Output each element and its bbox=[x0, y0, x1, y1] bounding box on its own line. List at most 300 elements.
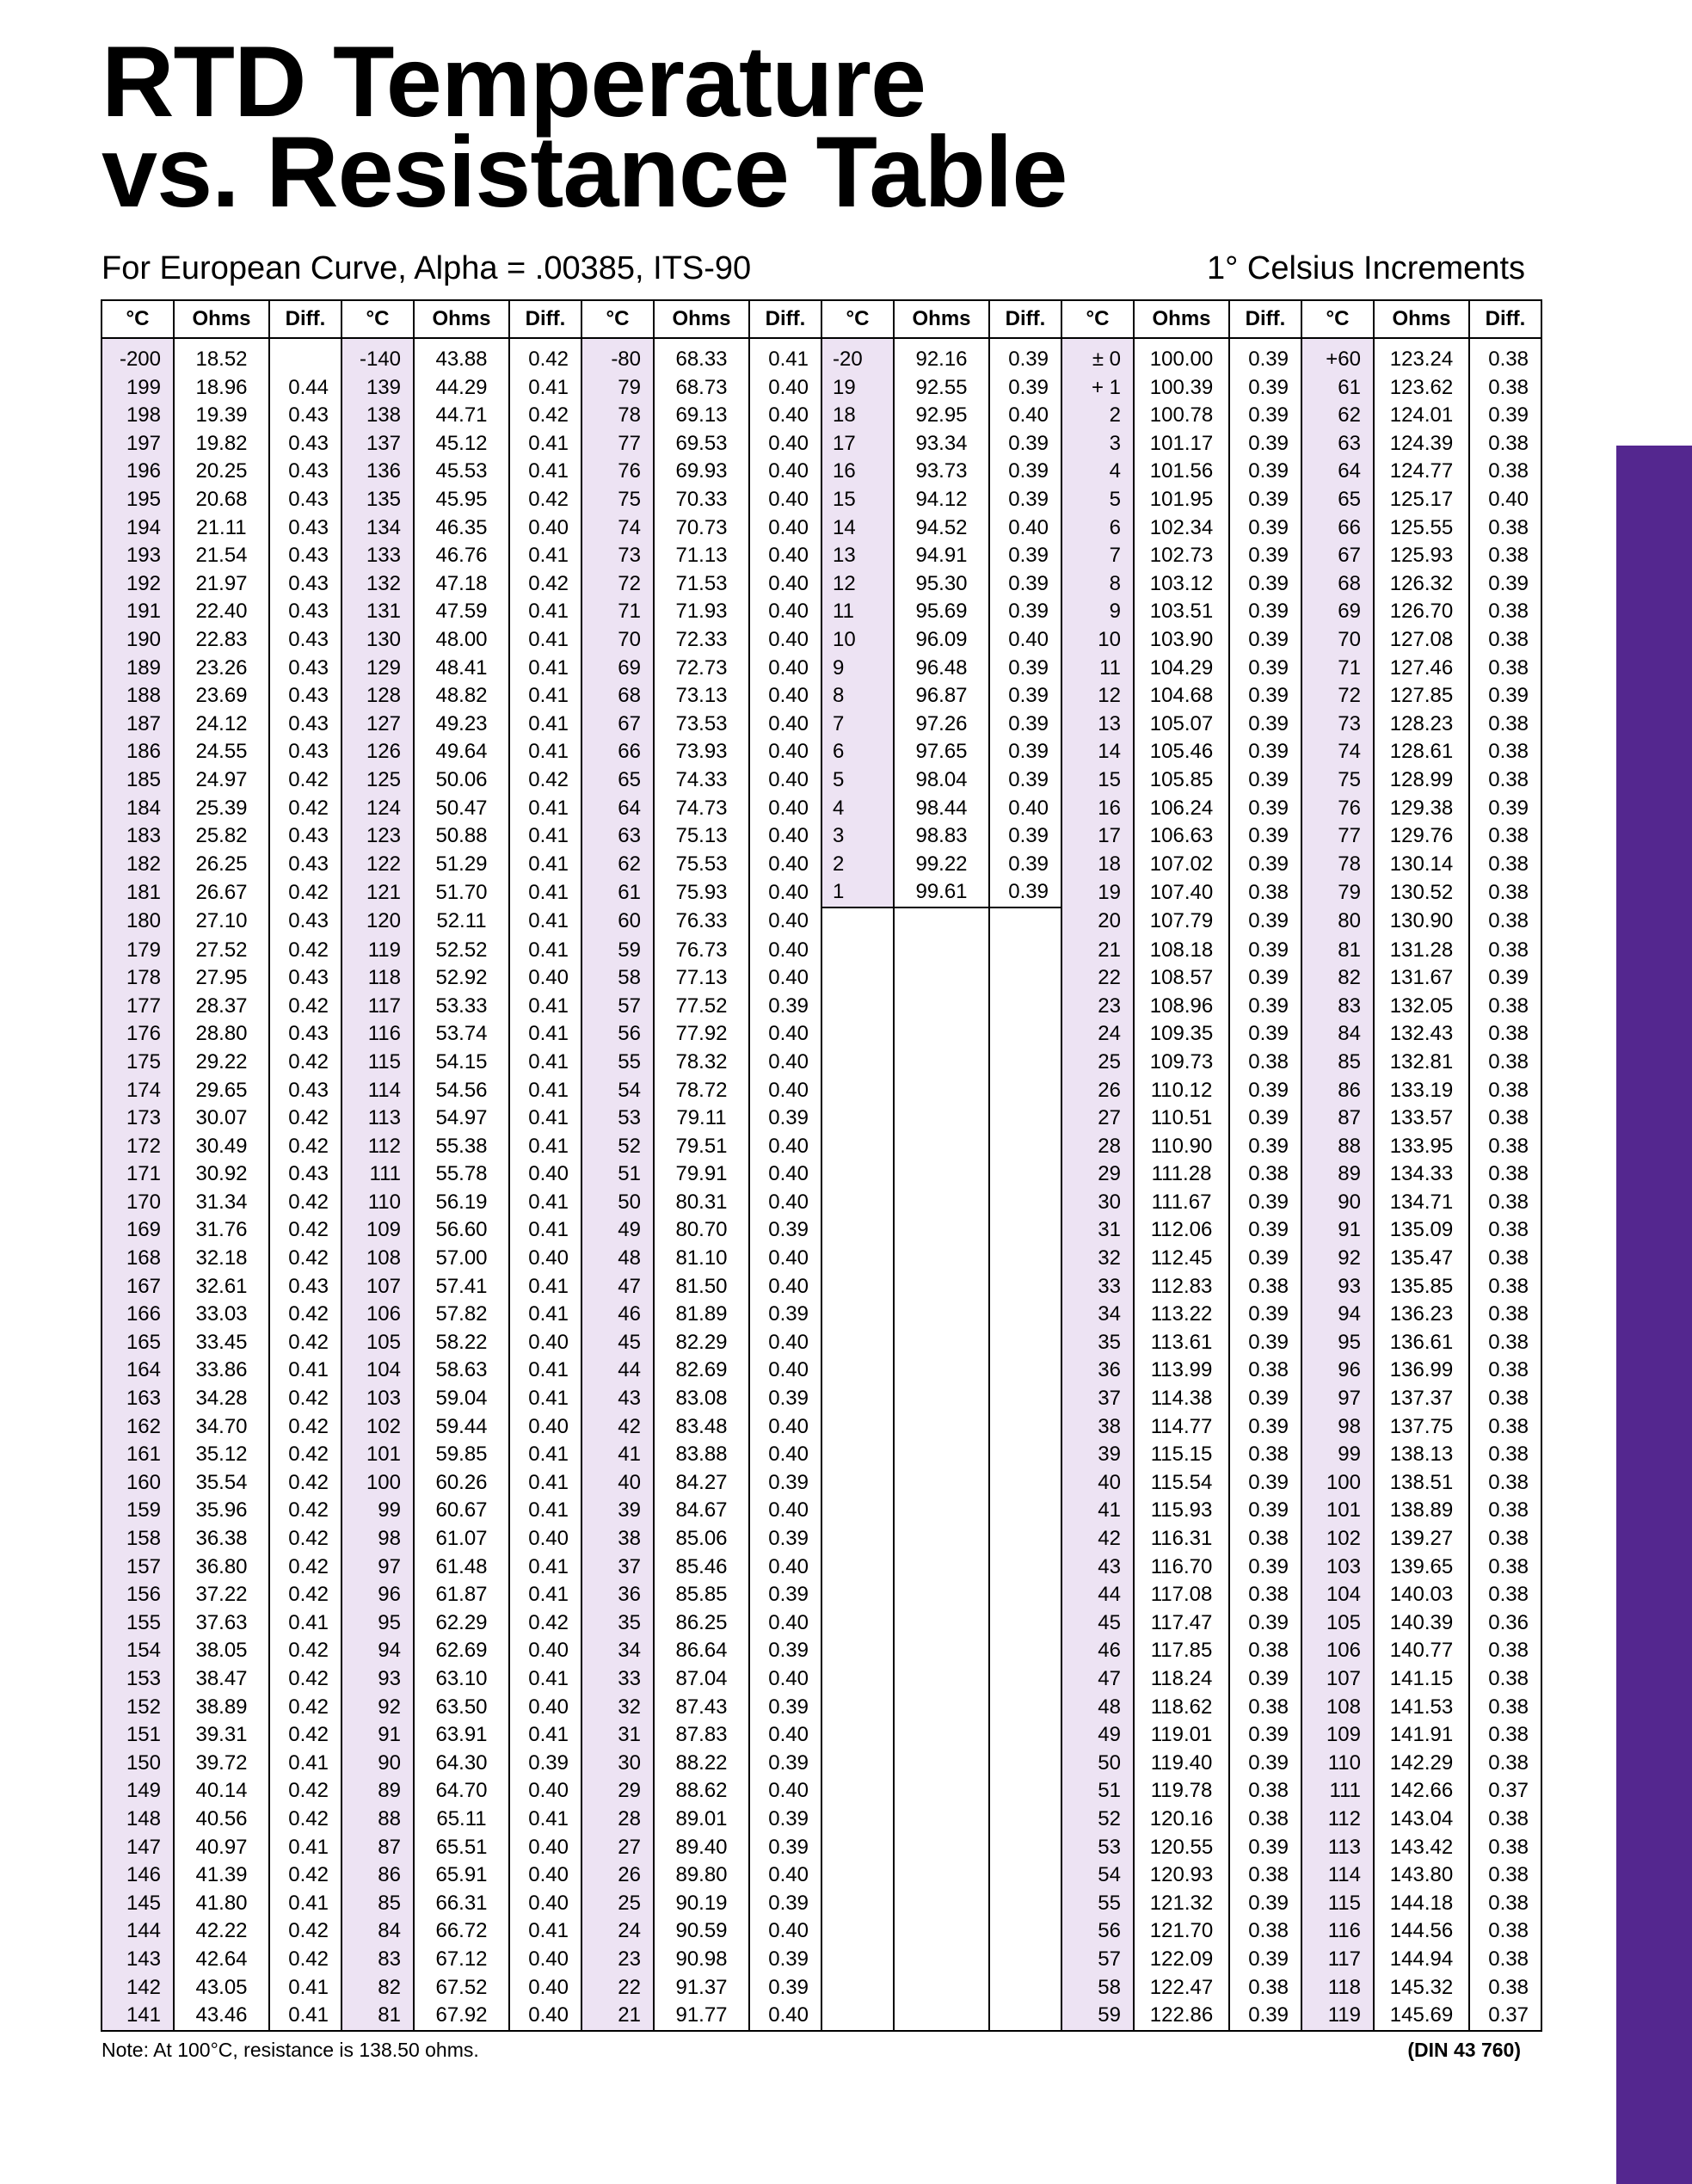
ohms-cell: 27.95 bbox=[174, 964, 269, 993]
celsius-cell: 89 bbox=[341, 1777, 414, 1806]
diff-cell: 0.39 bbox=[1229, 822, 1301, 851]
celsius-cell: 6 bbox=[821, 738, 894, 766]
diff-cell: 0.40 bbox=[749, 1721, 821, 1750]
diff-cell: 0.42 bbox=[269, 1189, 341, 1217]
celsius-cell: 169 bbox=[102, 1216, 174, 1245]
celsius-cell: 93 bbox=[1301, 1273, 1374, 1301]
ohms-cell: 53.33 bbox=[414, 993, 509, 1021]
ohms-cell: 44.29 bbox=[414, 374, 509, 403]
diff-cell: 0.39 bbox=[1229, 682, 1301, 711]
diff-cell: 0.41 bbox=[509, 1469, 581, 1498]
diff-cell: 0.40 bbox=[749, 1329, 821, 1357]
celsius-cell: 114 bbox=[341, 1076, 414, 1104]
celsius-cell: 84 bbox=[1301, 1020, 1374, 1049]
table-row bbox=[102, 1469, 1541, 1498]
celsius-cell: 40 bbox=[1061, 1469, 1134, 1498]
celsius-cell: 122 bbox=[341, 851, 414, 879]
ohms-cell: 140.03 bbox=[1374, 1581, 1469, 1609]
ohms-cell: 76.33 bbox=[654, 907, 749, 937]
diff-cell: 0.41 bbox=[509, 682, 581, 711]
ohms-cell: 23.26 bbox=[174, 655, 269, 683]
diff-cell: 0.42 bbox=[269, 1104, 341, 1133]
table-row bbox=[102, 1357, 1541, 1385]
ohms-cell: 92.95 bbox=[894, 402, 989, 430]
ohms-cell: 119.01 bbox=[1134, 1721, 1229, 1750]
column-header: Ohms bbox=[1134, 300, 1229, 338]
ohms-cell: 73.53 bbox=[654, 711, 749, 739]
empty-cell bbox=[989, 1665, 1061, 1694]
diff-cell: 0.42 bbox=[269, 766, 341, 795]
diff-cell: 0.38 bbox=[1469, 1329, 1541, 1357]
celsius-cell: 101 bbox=[341, 1441, 414, 1469]
diff-cell: 0.40 bbox=[749, 711, 821, 739]
ohms-cell: 125.55 bbox=[1374, 514, 1469, 543]
ohms-cell: 87.43 bbox=[654, 1694, 749, 1722]
diff-cell: 0.39 bbox=[1229, 542, 1301, 570]
diff-cell: 0.39 bbox=[749, 1694, 821, 1722]
diff-cell: 0.40 bbox=[509, 1245, 581, 1273]
celsius-cell: 106 bbox=[1301, 1637, 1374, 1665]
celsius-cell: 112 bbox=[341, 1133, 414, 1161]
celsius-cell: 73 bbox=[581, 542, 654, 570]
diff-cell: 0.42 bbox=[509, 338, 581, 374]
ohms-cell: 54.15 bbox=[414, 1049, 509, 1077]
celsius-cell: 188 bbox=[102, 682, 174, 711]
diff-cell: 0.38 bbox=[1469, 1890, 1541, 1918]
diff-cell: 0.38 bbox=[1469, 822, 1541, 851]
celsius-cell: 156 bbox=[102, 1581, 174, 1609]
celsius-cell: 85 bbox=[341, 1890, 414, 1918]
empty-cell bbox=[894, 1694, 989, 1722]
ohms-cell: 141.15 bbox=[1374, 1665, 1469, 1694]
diff-cell: 0.42 bbox=[269, 1301, 341, 1329]
diff-cell: 0.39 bbox=[1229, 1301, 1301, 1329]
celsius-cell: 10 bbox=[821, 626, 894, 655]
diff-cell: 0.39 bbox=[749, 1581, 821, 1609]
diff-cell: 0.38 bbox=[1229, 1160, 1301, 1189]
celsius-cell: 108 bbox=[1301, 1694, 1374, 1722]
diff-cell: 0.42 bbox=[269, 1385, 341, 1413]
celsius-cell: 53 bbox=[1061, 1834, 1134, 1862]
diff-cell: 0.39 bbox=[749, 1750, 821, 1778]
ohms-cell: 57.41 bbox=[414, 1273, 509, 1301]
ohms-cell: 78.32 bbox=[654, 1049, 749, 1077]
ohms-cell: 57.82 bbox=[414, 1301, 509, 1329]
ohms-cell: 48.82 bbox=[414, 682, 509, 711]
celsius-cell: 30 bbox=[1061, 1189, 1134, 1217]
ohms-cell: 21.97 bbox=[174, 570, 269, 599]
ohms-cell: 79.51 bbox=[654, 1133, 749, 1161]
ohms-cell: 84.27 bbox=[654, 1469, 749, 1498]
celsius-cell: 99 bbox=[341, 1497, 414, 1525]
ohms-cell: 129.76 bbox=[1374, 822, 1469, 851]
diff-cell: 0.43 bbox=[269, 598, 341, 626]
celsius-cell: 115 bbox=[341, 1049, 414, 1077]
ohms-cell: 56.60 bbox=[414, 1216, 509, 1245]
empty-cell bbox=[894, 1834, 989, 1862]
ohms-cell: 32.61 bbox=[174, 1273, 269, 1301]
celsius-cell: 9 bbox=[1061, 598, 1134, 626]
celsius-cell: 103 bbox=[341, 1385, 414, 1413]
table-row bbox=[102, 738, 1541, 766]
column-header: Ohms bbox=[654, 300, 749, 338]
celsius-cell: 31 bbox=[581, 1721, 654, 1750]
ohms-cell: 92.16 bbox=[894, 338, 989, 374]
celsius-cell: 29 bbox=[1061, 1160, 1134, 1189]
table-row bbox=[102, 822, 1541, 851]
ohms-cell: 112.83 bbox=[1134, 1273, 1229, 1301]
diff-cell: 0.40 bbox=[749, 1357, 821, 1385]
diff-cell: 0.39 bbox=[1229, 655, 1301, 683]
diff-cell: 0.39 bbox=[1229, 402, 1301, 430]
celsius-cell: 52 bbox=[1061, 1806, 1134, 1834]
empty-cell bbox=[894, 1329, 989, 1357]
diff-cell: 0.39 bbox=[1229, 1750, 1301, 1778]
ohms-cell: 77.92 bbox=[654, 1020, 749, 1049]
celsius-cell: 96 bbox=[1301, 1357, 1374, 1385]
celsius-cell: 41 bbox=[1061, 1497, 1134, 1525]
empty-cell bbox=[894, 1973, 989, 2002]
table-row bbox=[102, 655, 1541, 683]
celsius-cell: 33 bbox=[1061, 1273, 1134, 1301]
celsius-cell: 97 bbox=[341, 1553, 414, 1582]
celsius-cell: 38 bbox=[1061, 1413, 1134, 1442]
ohms-cell: 71.93 bbox=[654, 598, 749, 626]
celsius-cell: 142 bbox=[102, 1973, 174, 2002]
diff-cell: 0.38 bbox=[1469, 1917, 1541, 1946]
empty-cell bbox=[821, 1245, 894, 1273]
empty-cell bbox=[989, 1076, 1061, 1104]
celsius-cell: 102 bbox=[1301, 1525, 1374, 1553]
ohms-cell: 121.70 bbox=[1134, 1917, 1229, 1946]
empty-cell bbox=[894, 993, 989, 1021]
celsius-cell: 52 bbox=[581, 1133, 654, 1161]
celsius-cell: 105 bbox=[341, 1329, 414, 1357]
column-header: °C bbox=[1061, 300, 1134, 338]
empty-cell bbox=[894, 1721, 989, 1750]
celsius-cell: 63 bbox=[581, 822, 654, 851]
celsius-cell: 64 bbox=[1301, 458, 1374, 486]
celsius-cell: 62 bbox=[1301, 402, 1374, 430]
table-row bbox=[102, 1525, 1541, 1553]
empty-cell bbox=[894, 1946, 989, 1974]
ohms-cell: 101.56 bbox=[1134, 458, 1229, 486]
ohms-cell: 124.39 bbox=[1374, 430, 1469, 458]
column-header: °C bbox=[102, 300, 174, 338]
ohms-cell: 46.35 bbox=[414, 514, 509, 543]
diff-cell: 0.38 bbox=[1469, 542, 1541, 570]
diff-cell: 0.40 bbox=[509, 1694, 581, 1722]
diff-cell: 0.39 bbox=[749, 1834, 821, 1862]
ohms-cell: 81.50 bbox=[654, 1273, 749, 1301]
diff-cell: 0.39 bbox=[989, 682, 1061, 711]
ohms-cell: 90.19 bbox=[654, 1890, 749, 1918]
diff-cell: 0.38 bbox=[1469, 1301, 1541, 1329]
ohms-cell: 69.13 bbox=[654, 402, 749, 430]
diff-cell: 0.38 bbox=[1229, 1806, 1301, 1834]
diff-cell: 0.38 bbox=[1469, 1469, 1541, 1498]
ohms-cell: 113.22 bbox=[1134, 1301, 1229, 1329]
diff-cell: 0.38 bbox=[1469, 1973, 1541, 2002]
diff-cell: 0.41 bbox=[509, 1104, 581, 1133]
diff-cell: 0.39 bbox=[1229, 766, 1301, 795]
celsius-cell: 130 bbox=[341, 626, 414, 655]
diff-cell: 0.42 bbox=[269, 1777, 341, 1806]
diff-cell: 0.40 bbox=[509, 1861, 581, 1890]
diff-cell: 0.42 bbox=[269, 795, 341, 823]
celsius-cell: 183 bbox=[102, 822, 174, 851]
diff-cell: 0.42 bbox=[269, 1216, 341, 1245]
ohms-cell: 83.88 bbox=[654, 1441, 749, 1469]
celsius-cell: 44 bbox=[1061, 1581, 1134, 1609]
ohms-cell: 137.75 bbox=[1374, 1413, 1469, 1442]
table-row bbox=[102, 1806, 1541, 1834]
ohms-cell: 35.96 bbox=[174, 1497, 269, 1525]
celsius-cell: 61 bbox=[1301, 374, 1374, 403]
ohms-cell: 70.73 bbox=[654, 514, 749, 543]
celsius-cell: 5 bbox=[1061, 486, 1134, 514]
ohms-cell: 104.29 bbox=[1134, 655, 1229, 683]
celsius-cell: 182 bbox=[102, 851, 174, 879]
celsius-cell: 104 bbox=[341, 1357, 414, 1385]
ohms-cell: 94.12 bbox=[894, 486, 989, 514]
diff-cell: 0.42 bbox=[269, 1917, 341, 1946]
ohms-cell: 75.93 bbox=[654, 878, 749, 907]
diff-cell: 0.38 bbox=[1229, 1637, 1301, 1665]
ohms-cell: 112.45 bbox=[1134, 1245, 1229, 1273]
ohms-cell: 134.71 bbox=[1374, 1189, 1469, 1217]
table-row bbox=[102, 766, 1541, 795]
ohms-cell: 93.73 bbox=[894, 458, 989, 486]
celsius-cell: 36 bbox=[1061, 1357, 1134, 1385]
ohms-cell: 107.02 bbox=[1134, 851, 1229, 879]
ohms-cell: 115.54 bbox=[1134, 1469, 1229, 1498]
ohms-cell: 33.03 bbox=[174, 1301, 269, 1329]
diff-cell: 0.40 bbox=[749, 937, 821, 965]
table-row bbox=[102, 1301, 1541, 1329]
diff-cell: 0.38 bbox=[1469, 1721, 1541, 1750]
empty-cell bbox=[989, 1609, 1061, 1638]
diff-cell: 0.43 bbox=[269, 1273, 341, 1301]
empty-cell bbox=[989, 1133, 1061, 1161]
diff-cell: 0.39 bbox=[1469, 402, 1541, 430]
ohms-cell: 89.01 bbox=[654, 1806, 749, 1834]
diff-cell: 0.40 bbox=[749, 514, 821, 543]
diff-cell: 0.43 bbox=[269, 402, 341, 430]
celsius-cell: 71 bbox=[1301, 655, 1374, 683]
ohms-cell: 109.73 bbox=[1134, 1049, 1229, 1077]
celsius-cell: 31 bbox=[1061, 1216, 1134, 1245]
celsius-cell: 139 bbox=[341, 374, 414, 403]
celsius-cell: 103 bbox=[1301, 1553, 1374, 1582]
celsius-cell: 87 bbox=[341, 1834, 414, 1862]
diff-cell: 0.38 bbox=[1469, 1216, 1541, 1245]
celsius-cell: 64 bbox=[581, 795, 654, 823]
diff-cell: 0.39 bbox=[1229, 598, 1301, 626]
celsius-cell: 116 bbox=[1301, 1917, 1374, 1946]
empty-cell bbox=[989, 1834, 1061, 1862]
diff-cell: 0.38 bbox=[1469, 655, 1541, 683]
celsius-cell: 82 bbox=[341, 1973, 414, 2002]
celsius-cell: 23 bbox=[1061, 993, 1134, 1021]
diff-cell: 0.38 bbox=[1469, 626, 1541, 655]
celsius-cell: 153 bbox=[102, 1665, 174, 1694]
celsius-cell: 112 bbox=[1301, 1806, 1374, 1834]
celsius-cell: 21 bbox=[581, 2002, 654, 2031]
diff-cell: 0.41 bbox=[509, 795, 581, 823]
celsius-cell: 92 bbox=[341, 1694, 414, 1722]
ohms-cell: 77.13 bbox=[654, 964, 749, 993]
ohms-cell: 26.67 bbox=[174, 878, 269, 907]
empty-cell bbox=[989, 1020, 1061, 1049]
diff-cell: 0.39 bbox=[989, 851, 1061, 879]
diff-cell bbox=[269, 338, 341, 374]
celsius-cell: 36 bbox=[581, 1581, 654, 1609]
ohms-cell: 103.51 bbox=[1134, 598, 1229, 626]
ohms-cell: 55.38 bbox=[414, 1133, 509, 1161]
ohms-cell: 136.99 bbox=[1374, 1357, 1469, 1385]
diff-cell: 0.39 bbox=[749, 1216, 821, 1245]
celsius-cell: 105 bbox=[1301, 1609, 1374, 1638]
ohms-cell: 67.12 bbox=[414, 1946, 509, 1974]
diff-cell: 0.38 bbox=[1469, 338, 1541, 374]
diff-cell: 0.38 bbox=[1229, 1273, 1301, 1301]
celsius-cell: 70 bbox=[1301, 626, 1374, 655]
diff-cell: 0.42 bbox=[269, 1553, 341, 1582]
celsius-cell: 176 bbox=[102, 1020, 174, 1049]
diff-cell: 0.39 bbox=[1229, 1946, 1301, 1974]
ohms-cell: 43.46 bbox=[174, 2002, 269, 2031]
ohms-cell: 72.33 bbox=[654, 626, 749, 655]
celsius-cell: 5 bbox=[821, 766, 894, 795]
table-row bbox=[102, 1189, 1541, 1217]
diff-cell: 0.40 bbox=[509, 964, 581, 993]
celsius-cell: 79 bbox=[581, 374, 654, 403]
ohms-cell: 128.61 bbox=[1374, 738, 1469, 766]
diff-cell: 0.41 bbox=[509, 1301, 581, 1329]
empty-cell bbox=[989, 1694, 1061, 1722]
ohms-cell: 62.29 bbox=[414, 1609, 509, 1638]
celsius-cell: 27 bbox=[1061, 1104, 1134, 1133]
diff-cell: 0.41 bbox=[509, 711, 581, 739]
empty-cell bbox=[989, 1497, 1061, 1525]
empty-cell bbox=[821, 1525, 894, 1553]
celsius-cell: 21 bbox=[1061, 937, 1134, 965]
diff-cell: 0.39 bbox=[1469, 795, 1541, 823]
ohms-cell: 48.00 bbox=[414, 626, 509, 655]
celsius-cell: 72 bbox=[581, 570, 654, 599]
empty-cell bbox=[821, 1104, 894, 1133]
celsius-cell: 17 bbox=[821, 430, 894, 458]
table-row bbox=[102, 795, 1541, 823]
diff-cell: 0.39 bbox=[989, 430, 1061, 458]
diff-cell: 0.38 bbox=[1469, 738, 1541, 766]
celsius-cell: 167 bbox=[102, 1273, 174, 1301]
diff-cell: 0.39 bbox=[989, 878, 1061, 907]
empty-cell bbox=[894, 1581, 989, 1609]
celsius-cell: 11 bbox=[821, 598, 894, 626]
column-header: Ohms bbox=[414, 300, 509, 338]
table-row bbox=[102, 374, 1541, 403]
celsius-cell: 95 bbox=[1301, 1329, 1374, 1357]
celsius-cell: 175 bbox=[102, 1049, 174, 1077]
ohms-cell: 132.81 bbox=[1374, 1049, 1469, 1077]
celsius-cell: 187 bbox=[102, 711, 174, 739]
empty-cell bbox=[894, 1665, 989, 1694]
table-row bbox=[102, 1553, 1541, 1582]
footnote: Note: At 100°C, resistance is 138.50 ohms. bbox=[102, 2039, 479, 2061]
diff-cell: 0.39 bbox=[1229, 851, 1301, 879]
celsius-cell: 51 bbox=[581, 1160, 654, 1189]
ohms-cell: 42.64 bbox=[174, 1946, 269, 1974]
ohms-cell: 125.17 bbox=[1374, 486, 1469, 514]
celsius-cell: 14 bbox=[821, 514, 894, 543]
ohms-cell: 20.68 bbox=[174, 486, 269, 514]
ohms-cell: 53.74 bbox=[414, 1020, 509, 1049]
ohms-cell: 108.57 bbox=[1134, 964, 1229, 993]
diff-cell: 0.42 bbox=[269, 1329, 341, 1357]
celsius-cell: 78 bbox=[581, 402, 654, 430]
celsius-cell: 76 bbox=[1301, 795, 1374, 823]
table-row bbox=[102, 851, 1541, 879]
diff-cell: 0.42 bbox=[509, 766, 581, 795]
empty-cell bbox=[989, 1806, 1061, 1834]
diff-cell: 0.39 bbox=[1469, 570, 1541, 599]
ohms-cell: 130.14 bbox=[1374, 851, 1469, 879]
ohms-cell: 122.47 bbox=[1134, 1973, 1229, 2002]
diff-cell: 0.43 bbox=[269, 682, 341, 711]
ohms-cell: 104.68 bbox=[1134, 682, 1229, 711]
celsius-cell: + 1 bbox=[1061, 374, 1134, 403]
celsius-cell: 116 bbox=[341, 1020, 414, 1049]
diff-cell: 0.40 bbox=[749, 1441, 821, 1469]
ohms-cell: 88.62 bbox=[654, 1777, 749, 1806]
celsius-cell: 58 bbox=[1061, 1973, 1134, 2002]
celsius-cell: 70 bbox=[581, 626, 654, 655]
column-header: Diff. bbox=[269, 300, 341, 338]
empty-cell bbox=[821, 993, 894, 1021]
diff-cell: 0.42 bbox=[269, 1497, 341, 1525]
ohms-cell: 117.47 bbox=[1134, 1609, 1229, 1638]
diff-cell: 0.38 bbox=[1469, 1834, 1541, 1862]
diff-cell: 0.43 bbox=[269, 964, 341, 993]
ohms-cell: 111.28 bbox=[1134, 1160, 1229, 1189]
celsius-cell: 177 bbox=[102, 993, 174, 1021]
ohms-cell: 133.19 bbox=[1374, 1076, 1469, 1104]
celsius-cell: 83 bbox=[341, 1946, 414, 1974]
diff-cell: 0.42 bbox=[269, 1441, 341, 1469]
ohms-cell: 111.67 bbox=[1134, 1189, 1229, 1217]
ohms-cell: 117.08 bbox=[1134, 1581, 1229, 1609]
empty-cell bbox=[821, 1917, 894, 1946]
ohms-cell: 52.11 bbox=[414, 907, 509, 937]
ohms-cell: 76.73 bbox=[654, 937, 749, 965]
celsius-cell: 11 bbox=[1061, 655, 1134, 683]
diff-cell: 0.42 bbox=[269, 1469, 341, 1498]
empty-cell bbox=[821, 1721, 894, 1750]
empty-cell bbox=[894, 1216, 989, 1245]
diff-cell: 0.38 bbox=[1469, 1413, 1541, 1442]
celsius-cell: 74 bbox=[1301, 738, 1374, 766]
diff-cell: 0.42 bbox=[269, 1581, 341, 1609]
ohms-cell: 29.22 bbox=[174, 1049, 269, 1077]
empty-cell bbox=[821, 1441, 894, 1469]
ohms-cell: 75.53 bbox=[654, 851, 749, 879]
ohms-cell: 38.89 bbox=[174, 1694, 269, 1722]
diff-cell: 0.41 bbox=[509, 1721, 581, 1750]
celsius-cell: 3 bbox=[821, 822, 894, 851]
ohms-cell: 132.43 bbox=[1374, 1020, 1469, 1049]
